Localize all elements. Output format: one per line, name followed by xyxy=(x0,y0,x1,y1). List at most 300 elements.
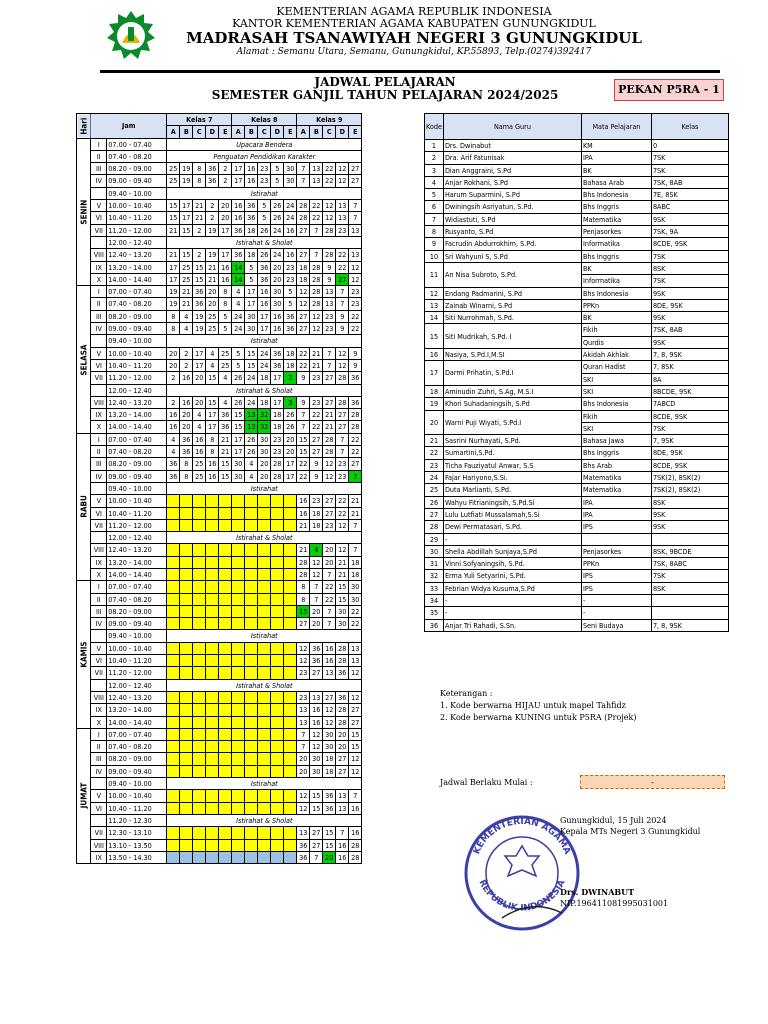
teacher-subject: Matematika xyxy=(581,472,651,484)
schedule-cell xyxy=(193,667,206,679)
schedule-cell xyxy=(258,691,271,703)
schedule-cell: 21 xyxy=(297,519,310,531)
schedule-cell: 18 xyxy=(349,568,362,580)
schedule-cell xyxy=(180,667,193,679)
teacher-subject: BK xyxy=(581,262,651,274)
schedule-cell: 18 xyxy=(258,372,271,384)
schedule-cell: 8 xyxy=(167,310,180,322)
schedule-cell: 13 xyxy=(323,298,336,310)
sign-place-date: Gunungkidul, 15 Juli 2024 xyxy=(560,816,667,825)
schedule-cell: 36 xyxy=(180,433,193,445)
schedule-cell: 9 xyxy=(310,458,323,470)
teacher-name: Lulu Lutfiati Mussalamah,S.Si xyxy=(443,508,581,520)
schedule-cell: 15 xyxy=(206,372,219,384)
schedule-cell: 13 xyxy=(310,163,323,175)
teacher-name: Fajar Hariyono,S.Si. xyxy=(443,472,581,484)
teacher-subject: Fikih xyxy=(581,324,651,336)
schedule-cell xyxy=(245,765,258,777)
schedule-cell: 15 xyxy=(167,200,180,212)
schedule-cell: 18 xyxy=(245,249,258,261)
period-time: 08.20 - 09.00 xyxy=(107,163,167,175)
schedule-cell xyxy=(271,753,284,765)
schedule-cell xyxy=(180,704,193,716)
class-letter: C xyxy=(323,126,336,138)
schedule-cell xyxy=(245,495,258,507)
schedule-cell: 16 xyxy=(284,224,297,236)
schedule-cell: 16 xyxy=(219,273,232,285)
teacher-subject: Informatika xyxy=(581,238,651,250)
schedule-cell: 23 xyxy=(323,519,336,531)
teacher-classes: 0 xyxy=(651,140,728,152)
period-number: VIII xyxy=(91,544,107,556)
teacher-name: Anjar Rokhani, S.Pd xyxy=(443,176,581,188)
schedule-cell xyxy=(219,851,232,863)
schedule-cell: 23 xyxy=(258,163,271,175)
break-label: Istirahat & Sholat xyxy=(167,679,362,691)
schedule-cell: 22 xyxy=(349,323,362,335)
schedule-cell: 25 xyxy=(193,458,206,470)
schedule-cell: 16 xyxy=(232,200,245,212)
teacher-name: Drs. Dwinabut xyxy=(443,140,581,152)
schedule-cell: 21 xyxy=(310,359,323,371)
schedule-cell xyxy=(219,507,232,519)
class-letter: C xyxy=(193,126,206,138)
schedule-cell xyxy=(167,728,180,740)
schedule-cell: 28 xyxy=(310,273,323,285)
period-number: VI xyxy=(91,655,107,667)
schedule-cell: 28 xyxy=(336,716,349,728)
schedule-cell: 18 xyxy=(323,765,336,777)
schedule-cell xyxy=(219,519,232,531)
period-number: V xyxy=(91,495,107,507)
schedule-cell: 30 xyxy=(245,323,258,335)
schedule-cell xyxy=(245,655,258,667)
teacher-name: Widiastuti, S.Pd xyxy=(443,213,581,225)
schedule-cell: 20 xyxy=(323,851,336,863)
schedule-cell xyxy=(206,704,219,716)
teacher-code: 25 xyxy=(425,484,444,496)
schedule-cell: 30 xyxy=(271,286,284,298)
schedule-cell: 15 xyxy=(219,470,232,482)
schedule-cell xyxy=(180,556,193,568)
teacher-classes: 8CDE, 9SK xyxy=(651,459,728,471)
class-letter: C xyxy=(258,126,271,138)
schedule-cell: 21 xyxy=(193,200,206,212)
schedule-cell: 20 xyxy=(180,421,193,433)
schedule-cell: 17 xyxy=(219,224,232,236)
schedule-cell xyxy=(167,556,180,568)
schedule-cell: 27 xyxy=(310,827,323,839)
schedule-cell xyxy=(271,839,284,851)
schedule-cell xyxy=(167,581,180,593)
class-letter: D xyxy=(206,126,219,138)
schedule-cell: 7 xyxy=(297,409,310,421)
break-label: Istirahat xyxy=(167,630,362,642)
schedule-cell: 7 xyxy=(323,605,336,617)
schedule-cell xyxy=(245,790,258,802)
schedule-cell: 24 xyxy=(284,212,297,224)
schedule-cell xyxy=(193,544,206,556)
schedule-cell: 30 xyxy=(284,175,297,187)
schedule-cell: 3 xyxy=(284,372,297,384)
schedule-cell xyxy=(232,581,245,593)
schedule-cell xyxy=(167,741,180,753)
teacher-name: Nasiya, S.Pd.I,M.SI xyxy=(443,349,581,361)
period-time: 12.00 - 12.40 xyxy=(107,236,167,248)
schedule-cell xyxy=(193,839,206,851)
teacher-classes xyxy=(651,594,728,606)
schedule-cell xyxy=(258,605,271,617)
period-number: IV xyxy=(91,323,107,335)
schedule-cell: 22 xyxy=(323,581,336,593)
schedule-cell: 20 xyxy=(258,458,271,470)
schedule-cell: 27 xyxy=(336,753,349,765)
schedule-cell xyxy=(167,593,180,605)
schedule-cell: 28 xyxy=(349,851,362,863)
schedule-cell xyxy=(271,593,284,605)
schedule-cell xyxy=(167,605,180,617)
schedule-cell xyxy=(193,581,206,593)
schedule-cell: 5 xyxy=(245,261,258,273)
schedule-cell: 12 xyxy=(297,655,310,667)
schedule-cell: 30 xyxy=(271,298,284,310)
schedule-cell: 7 xyxy=(310,224,323,236)
schedule-cell xyxy=(284,556,297,568)
schedule-cell: 22 xyxy=(297,470,310,482)
schedule-cell xyxy=(167,519,180,531)
period-number: V xyxy=(91,200,107,212)
day-label: JUMAT xyxy=(77,728,91,863)
schedule-cell: 27 xyxy=(336,273,349,285)
schedule-cell xyxy=(219,704,232,716)
schedule-cell xyxy=(271,556,284,568)
teacher-subject: SKI xyxy=(581,422,651,434)
schedule-cell: 36 xyxy=(180,446,193,458)
schedule-cell: 22 xyxy=(323,175,336,187)
schedule-cell: 36 xyxy=(193,286,206,298)
schedule-cell xyxy=(219,581,232,593)
schedule-cell: 17 xyxy=(167,261,180,273)
schedule-cell: 20 xyxy=(206,298,219,310)
schedule-cell: 8 xyxy=(180,458,193,470)
schedule-cell xyxy=(180,753,193,765)
teacher-code: 9 xyxy=(425,238,444,250)
schedule-cell: 22 xyxy=(297,359,310,371)
teacher-classes: 7SK xyxy=(651,164,728,176)
schedule-cell: 17 xyxy=(180,200,193,212)
period-time: 12.00 - 12.40 xyxy=(107,679,167,691)
teacher-code: 3 xyxy=(425,164,444,176)
schedule-cell: 25 xyxy=(219,359,232,371)
schedule-cell: 18 xyxy=(323,753,336,765)
schedule-cell: 12 xyxy=(297,642,310,654)
schedule-cell xyxy=(258,765,271,777)
schedule-cell xyxy=(167,802,180,814)
period-number: IV xyxy=(91,175,107,187)
schedule-cell: 15 xyxy=(349,728,362,740)
schedule-cell: 17 xyxy=(206,409,219,421)
title-line-2: SEMESTER GANJIL TAHUN PELAJARAN 2024/2025 xyxy=(211,88,559,102)
schedule-cell: 12 xyxy=(323,470,336,482)
guru-header-nama: Nama Guru xyxy=(443,114,581,140)
teacher-subject: Bhs Inggris xyxy=(581,447,651,459)
period-number: IV xyxy=(91,618,107,630)
teacher-name: Endang Padmarini, S.Pd xyxy=(443,287,581,299)
schedule-cell: 17 xyxy=(271,372,284,384)
schedule-cell: 13 xyxy=(336,212,349,224)
schedule-cell xyxy=(193,495,206,507)
schedule-cell xyxy=(271,851,284,863)
schedule-cell: 12 xyxy=(323,458,336,470)
period-time: 11.20 - 12.00 xyxy=(107,519,167,531)
period-time: 10.40 - 11.20 xyxy=(107,507,167,519)
schedule-cell: 16 xyxy=(297,495,310,507)
period-time: 13.20 - 14.00 xyxy=(107,261,167,273)
schedule-cell: 21 xyxy=(310,347,323,359)
schedule-cell xyxy=(167,765,180,777)
schedule-cell xyxy=(180,741,193,753)
schedule-cell xyxy=(245,581,258,593)
schedule-cell: 28 xyxy=(336,704,349,716)
schedule-cell xyxy=(232,655,245,667)
schedule-cell: 17 xyxy=(180,212,193,224)
schedule-cell xyxy=(271,802,284,814)
schedule-cell: 21 xyxy=(336,568,349,580)
schedule-cell: 12 xyxy=(310,568,323,580)
teacher-classes: 7SK, 8AB xyxy=(651,176,728,188)
period-time: 09.40 - 10.00 xyxy=(107,778,167,790)
schedule-cell xyxy=(284,618,297,630)
schedule-cell: 5 xyxy=(245,273,258,285)
period-number xyxy=(91,630,107,642)
schedule-cell: 13 xyxy=(297,704,310,716)
schedule-cell: 2 xyxy=(180,359,193,371)
period-number: VII xyxy=(91,224,107,236)
schedule-cell: 23 xyxy=(336,458,349,470)
teacher-classes xyxy=(651,607,728,619)
schedule-cell xyxy=(232,519,245,531)
teacher-name: Rusyanto, S.Pd xyxy=(443,226,581,238)
schedule-cell: 21 xyxy=(167,224,180,236)
schedule-cell: 28 xyxy=(349,421,362,433)
period-time: 10.00 - 10.40 xyxy=(107,642,167,654)
teacher-name: Harum Suparmini, S.Pd xyxy=(443,189,581,201)
schedule-cell: 13 xyxy=(323,667,336,679)
teacher-code: 4 xyxy=(425,176,444,188)
class-letter: B xyxy=(180,126,193,138)
schedule-cell: 16 xyxy=(245,175,258,187)
period-time: 09.40 - 10.00 xyxy=(107,630,167,642)
teacher-name: Dra. Arif Fatunisak xyxy=(443,152,581,164)
schedule-cell: 16 xyxy=(258,298,271,310)
schedule-cell xyxy=(271,568,284,580)
period-number xyxy=(91,335,107,347)
period-number: IV xyxy=(91,470,107,482)
schedule-cell: 27 xyxy=(336,421,349,433)
schedule-cell xyxy=(232,593,245,605)
period-number xyxy=(91,482,107,494)
schedule-cell xyxy=(206,839,219,851)
schedule-cell: 28 xyxy=(310,261,323,273)
schedule-cell: 28 xyxy=(336,372,349,384)
schedule-cell: 17 xyxy=(219,249,232,261)
teacher-classes: 9SK xyxy=(651,213,728,225)
schedule-cell: 7 xyxy=(349,544,362,556)
schedule-cell: 5 xyxy=(258,212,271,224)
period-number: VII xyxy=(91,667,107,679)
schedule-cell xyxy=(193,728,206,740)
schedule-cell xyxy=(258,802,271,814)
schedule-cell: 12 xyxy=(310,323,323,335)
schedule-cell: 5 xyxy=(232,359,245,371)
teacher-subject: Matematika xyxy=(581,213,651,225)
schedule-cell xyxy=(258,704,271,716)
schedule-cell xyxy=(167,716,180,728)
schedule-cell: 8 xyxy=(206,446,219,458)
schedule-cell xyxy=(167,618,180,630)
schedule-cell xyxy=(245,642,258,654)
schedule-cell: 7 xyxy=(310,581,323,593)
schedule-cell xyxy=(258,728,271,740)
schedule-cell xyxy=(193,568,206,580)
schedule-cell xyxy=(206,544,219,556)
schedule-cell: 5 xyxy=(284,286,297,298)
schedule-cell xyxy=(193,519,206,531)
schedule-cell: 22 xyxy=(297,347,310,359)
teacher-name: Dewi Permatasari, S.Pd. xyxy=(443,521,581,533)
teacher-name: - xyxy=(443,607,581,619)
pekan-badge: PEKAN P5RA - 1 xyxy=(614,79,724,101)
schedule-cell xyxy=(258,753,271,765)
schedule-cell xyxy=(271,716,284,728)
schedule-cell: 22 xyxy=(310,409,323,421)
schedule-cell: 18 xyxy=(271,409,284,421)
schedule-cell: 22 xyxy=(310,212,323,224)
schedule-cell: 19 xyxy=(206,224,219,236)
teacher-code: 17 xyxy=(425,361,444,386)
schedule-cell xyxy=(232,556,245,568)
schedule-cell xyxy=(284,655,297,667)
schedule-cell: 17 xyxy=(232,446,245,458)
schedule-cell: 22 xyxy=(349,618,362,630)
schedule-cell xyxy=(284,507,297,519)
period-time: 07.40 - 08.20 xyxy=(107,593,167,605)
schedule-cell: 12 xyxy=(349,273,362,285)
schedule-cell xyxy=(232,728,245,740)
schedule-cell xyxy=(245,568,258,580)
teacher-name: Sumartini,S.Pd. xyxy=(443,447,581,459)
schedule-cell: 21 xyxy=(167,249,180,261)
legend-yellow: 2. Kode berwarna KUNING untuk P5RA (Projek) xyxy=(440,713,637,722)
schedule-cell: 2 xyxy=(206,212,219,224)
schedule-cell: 23 xyxy=(323,323,336,335)
teacher-classes: 8ABC xyxy=(651,201,728,213)
schedule-cell: 23 xyxy=(258,175,271,187)
schedule-cell: 13 xyxy=(297,827,310,839)
schedule-cell: 30 xyxy=(310,753,323,765)
schedule-cell: 15 xyxy=(193,261,206,273)
schedule-cell: 23 xyxy=(284,273,297,285)
schedule-cell: 7 xyxy=(310,593,323,605)
schedule-cell: 16 xyxy=(206,458,219,470)
schedule-cell xyxy=(193,507,206,519)
schedule-cell: 20 xyxy=(310,618,323,630)
schedule-cell: 7 xyxy=(336,298,349,310)
schedule-cell xyxy=(167,667,180,679)
schedule-cell xyxy=(167,827,180,839)
schedule-cell: 2 xyxy=(167,372,180,384)
class-letter: E xyxy=(349,126,362,138)
schedule-cell xyxy=(219,556,232,568)
schedule-cell: 28 xyxy=(349,409,362,421)
period-number: V xyxy=(91,347,107,359)
period-number: II xyxy=(91,593,107,605)
schedule-cell: 26 xyxy=(258,249,271,261)
teacher-subject: Bhs Indonesia xyxy=(581,287,651,299)
teacher-subject: IPS xyxy=(581,582,651,594)
schedule-cell xyxy=(193,765,206,777)
schedule-cell: 16 xyxy=(258,286,271,298)
schedule-cell xyxy=(219,765,232,777)
schedule-cell: 27 xyxy=(349,716,362,728)
schedule-cell: 13 xyxy=(245,421,258,433)
schedule-cell: 15 xyxy=(245,359,258,371)
header-divider xyxy=(100,70,720,73)
period-number: III xyxy=(91,458,107,470)
teacher-name: Zainab Winarni, S.Pd xyxy=(443,299,581,311)
schedule-cell xyxy=(206,507,219,519)
schedule-cell xyxy=(258,839,271,851)
schedule-cell: 16 xyxy=(219,261,232,273)
schedule-cell: 7 xyxy=(297,163,310,175)
teacher-subject: Bahasa Jawa xyxy=(581,435,651,447)
teacher-name: Sasrini Nurhayati, S.Pd. xyxy=(443,435,581,447)
schedule-cell: 26 xyxy=(271,212,284,224)
schedule-cell: 7 xyxy=(336,446,349,458)
teacher-classes: 9SK xyxy=(651,287,728,299)
schedule-cell: 19 xyxy=(193,310,206,322)
teacher-classes: 7SK, 9A xyxy=(651,226,728,238)
schedule-cell xyxy=(206,851,219,863)
schedule-cell: 26 xyxy=(284,409,297,421)
period-time: 12.40 - 13.20 xyxy=(107,249,167,261)
schedule-cell: 21 xyxy=(349,495,362,507)
schedule-cell xyxy=(193,655,206,667)
schedule-cell: 15 xyxy=(167,212,180,224)
teacher-classes: 9SK xyxy=(651,508,728,520)
schedule-cell: 28 xyxy=(297,556,310,568)
schedule-cell: 36 xyxy=(258,273,271,285)
schedule-cell: 22 xyxy=(323,593,336,605)
schedule-cell: 12 xyxy=(310,741,323,753)
schedule-cell: 18 xyxy=(245,224,258,236)
schedule-cell: 14 xyxy=(232,261,245,273)
schedule-cell: 4 xyxy=(180,323,193,335)
schedule-cell xyxy=(232,495,245,507)
schedule-cell: 15 xyxy=(297,605,310,617)
schedule-cell: 27 xyxy=(349,458,362,470)
guru-header-kelas: Kelas xyxy=(651,114,728,140)
schedule-cell: 30 xyxy=(323,741,336,753)
teacher-name: Dian Anggraini, S.Pd xyxy=(443,164,581,176)
schedule-cell: 22 xyxy=(323,163,336,175)
schedule-cell xyxy=(258,495,271,507)
schedule-cell: 36 xyxy=(284,310,297,322)
schedule-cell: 8 xyxy=(219,298,232,310)
schedule-cell: 15 xyxy=(180,224,193,236)
teacher-classes: 7, 8, 9SK xyxy=(651,619,728,631)
schedule-cell: 18 xyxy=(310,507,323,519)
